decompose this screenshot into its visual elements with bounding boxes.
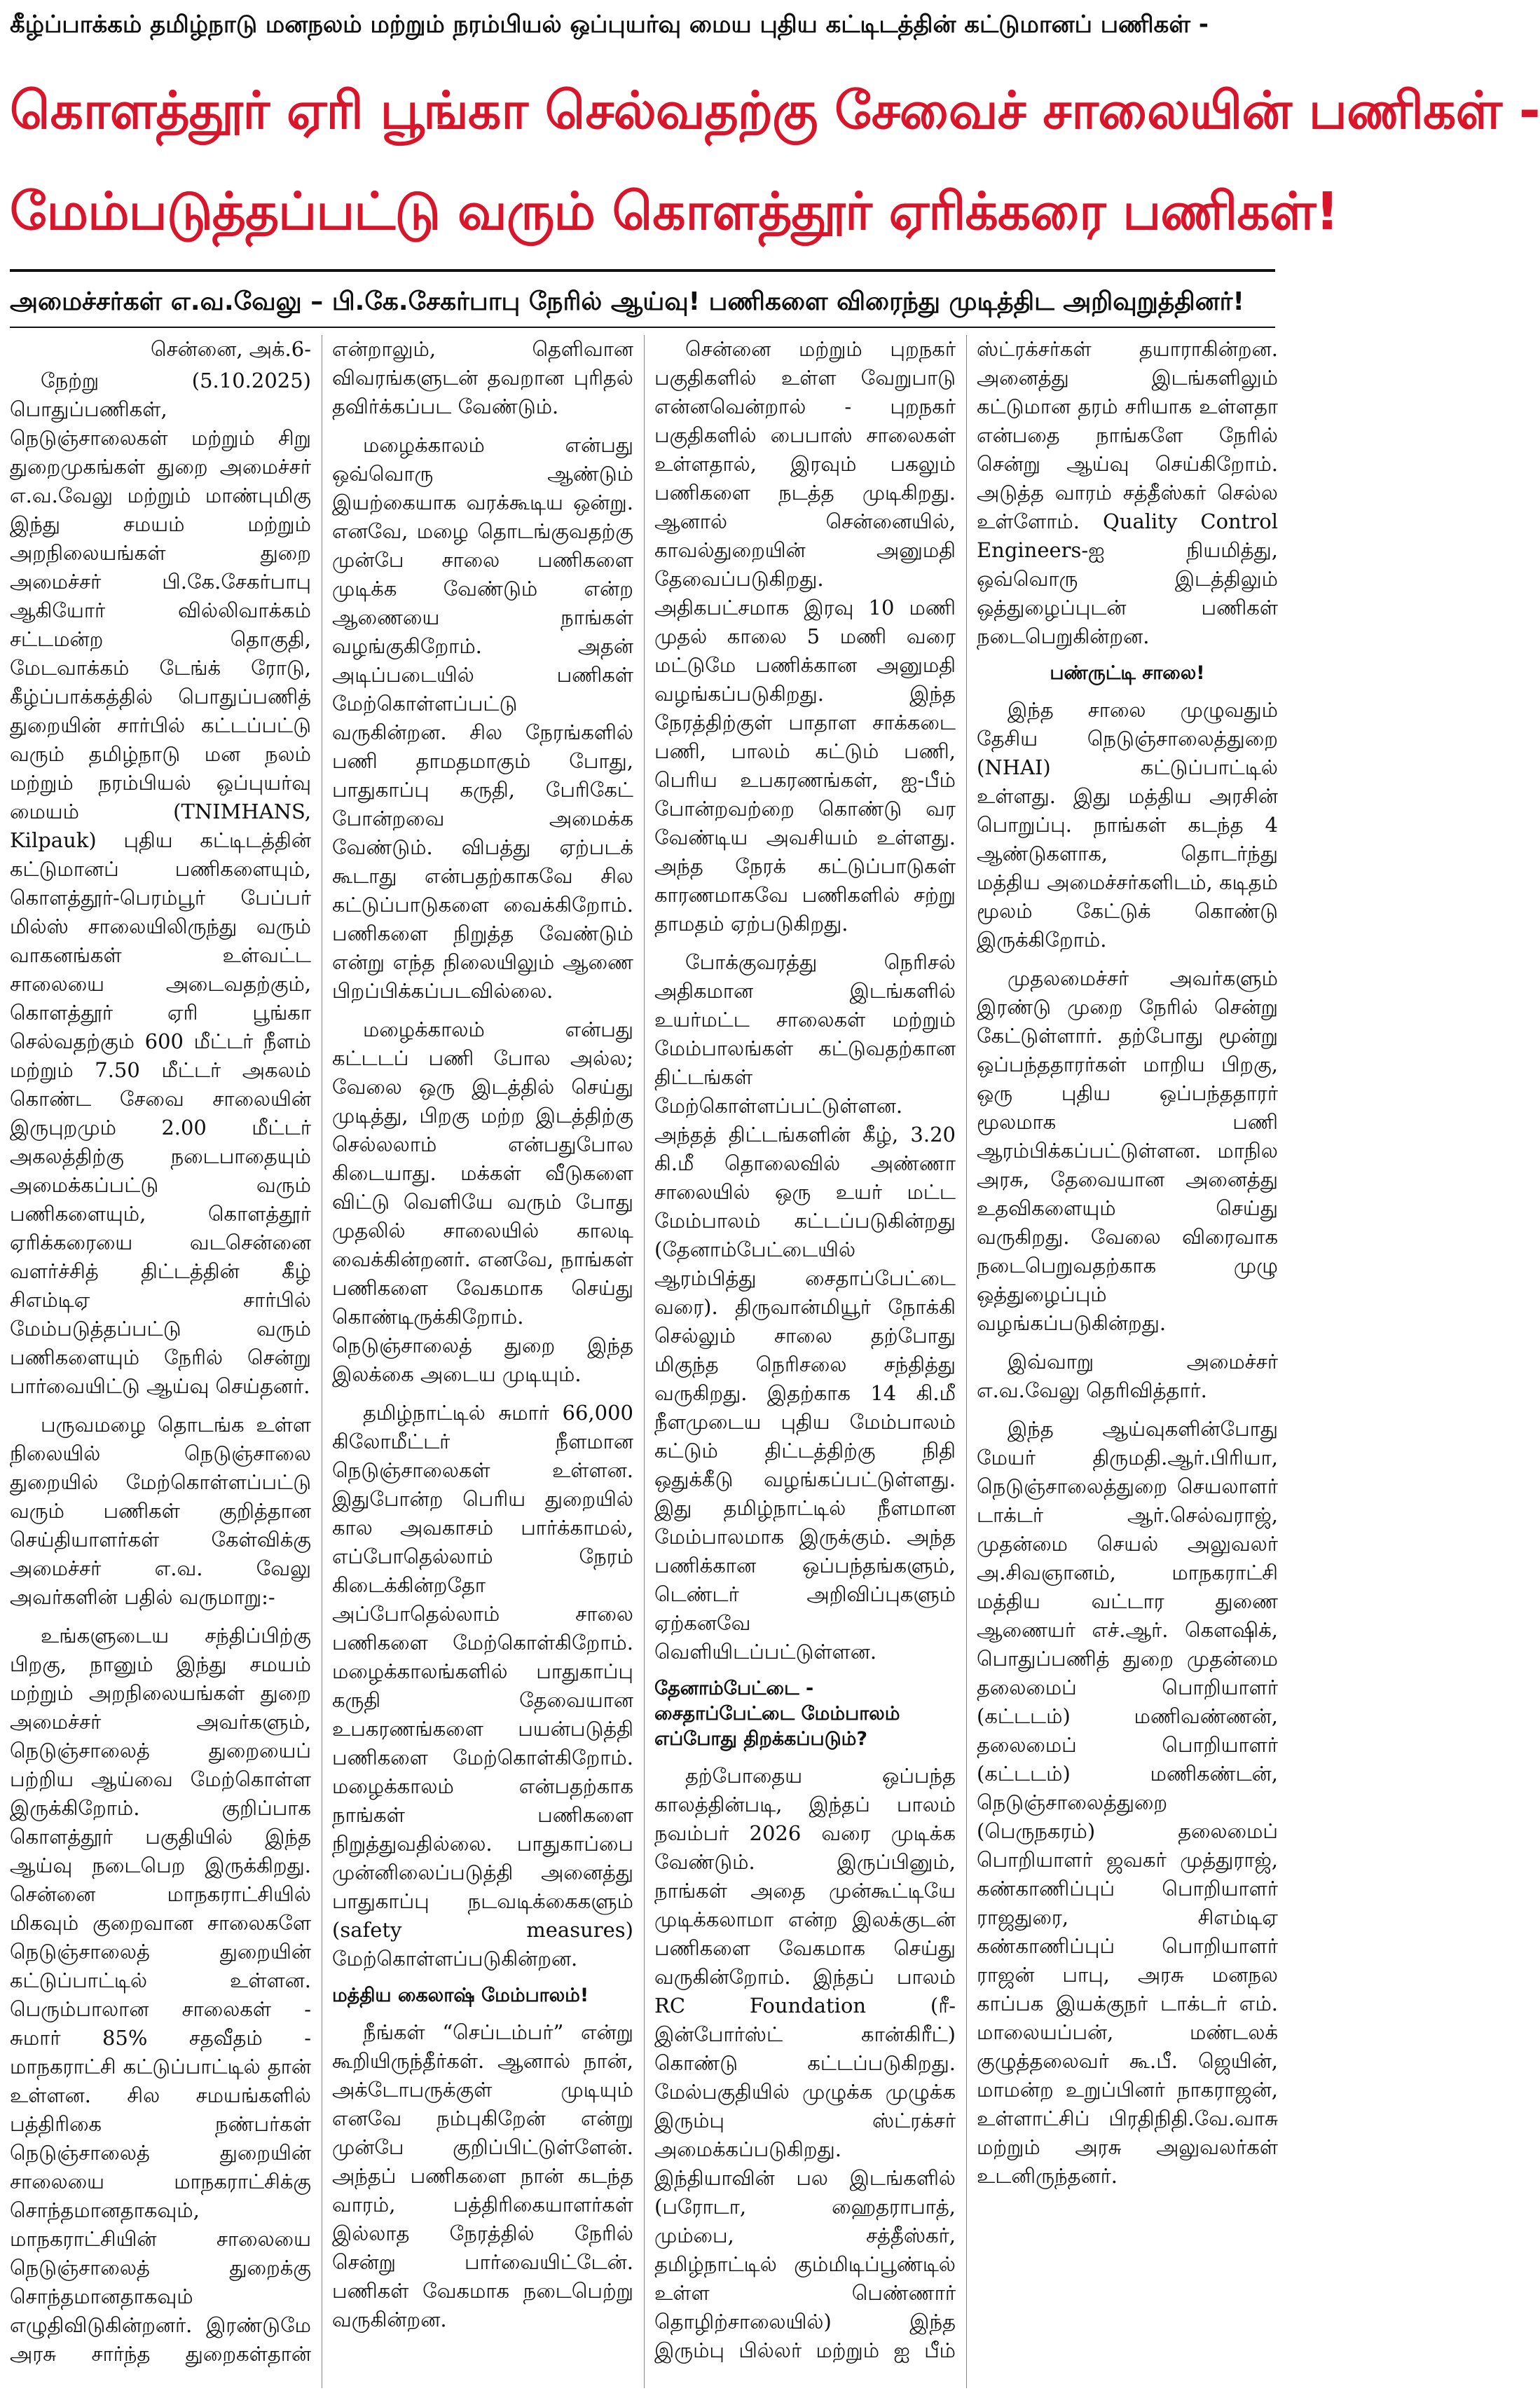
paragraph: தமிழ்நாட்டில் சுமார் 66,000 கிலோமீட்டர் நீளமான நெடுஞ்சாலைகள் உள்ளன. இதுபோன்ற பெரிய துறையில் கால அவகாசம் பார்க்காமல், எப்போதெல்லாம் நேரம் கிடைக்கின்றதோ அப்போதெல்லாம் சாலை பணிகளை மேற்கொள்கிறோம். மழைக்காலங்களில் பாதுகாப்பு கருதி தேவையான உபகரணங்களை பயன்படுத்தி பணிகளை மேற்கொள்கிறோம். மழைக்காலம் என்பதற்காக நாங்கள் பணிகளை நிறுத்துவதில்லை. பாதுகாப்பை முன்னிலைப்படுத்தி அனைத்து பாதுகாப்பு நடவடிக்கைகளும் (safety measures) மேற்கொள்ளப்படுகின்றன. xyxy=(332,1401,633,1971)
paragraph: போக்குவரத்து நெரிசல் அதிகமான இடங்களில் உயர்மட்ட சாலைகள் மற்றும் மேம்பாலங்கள் கட்டுவதற்கான திட்டங்கள் மேற்கொள்ளப்பட்டுள்ளன. அந்தத் திட்டங்களின் கீழ், 3.20 கி.மீ தொலைவில் அண்ணா சாலையில் ஒரு உயர் மட்ட மேம்பாலம் கட்டப்படுகின்றது (தேனாம்பேட்டையில் ஆரம்பித்து சைதாப்பேட்டை வரை). திருவான்மியூர் நோக்கி செல்லும் சாலை தற்போது மிகுந்த நெரிசலை சந்தித்து வருகிறது. இதற்காக 14 கி.மீ நீளமுடைய புதிய மேம்பாலம் கட்டும் திட்டத்திற்கு நிதி ஒதுக்கீடு வழங்கப்பட்டுள்ளது. இது தமிழ்நாட்டில் நீளமான மேம்பாலமாக இருக்கும். அந்த பணிக்கான ஒப்பந்தங்களும், டெண்டர் அறிவிப்புகளும் ஏற்கனவே வெளியிடப்பட்டுள்ளன. xyxy=(654,950,956,1664)
section-heading: தேனாம்பேட்டை - சைதாப்பேட்டை மேம்பாலம் எப்போது திறக்கப்படும்? xyxy=(654,1678,900,1750)
section-heading: மத்திய கைலாஷ் மேம்பாலம்! xyxy=(332,1985,589,2006)
paragraph: மழைக்காலம் என்பது ஒவ்வொரு ஆண்டும் இயற்கையாக வரக்கூடிய ஒன்று. எனவே, மழை தொடங்குவதற்கு முன்பே சாலை பணிகளை முடிக்க வேண்டும் என்ற ஆணையை நாங்கள் வழங்குகிறோம். அதன் அடிப்படையில் பணிகள் மேற்கொள்ளப்பட்டு வருகின்றன. சில நேரங்களில் பணி தாமதமாகும் போது, பாதுகாப்பு கருதி, பேரிகேட் போன்றவை அமைக்க வேண்டும். விபத்து ஏற்படக் கூடாது என்பதற்காகவே சில கட்டுப்பாடுகளை வைக்கிறோம். பணிகளை நிறுத்த வேண்டும் என்று எந்த நிலையிலும் ஆணை பிறப்பிக்கப்படவில்லை. xyxy=(332,433,633,1003)
headline-line-1: கொளத்தூர் ஏரி பூங்கா செல்வதற்கு சேவைச் சாலையின் பணிகள் - xyxy=(10,81,1540,141)
paragraph: தற்போதைய ஒப்பந்த காலத்தின்படி, இந்தப் பாலம் நவம்பர் 2026 வரை முடிக்க வேண்டும். இருப்பினும், நாங்கள் அதை முன்கூட்டியே முடிக்கலாமா என்ற இலக்குடன் பணிகளை வேகமாக செய்து வருகின்றோம். இந்தப் பாலம் RC Foundation (ரீ-இன்போர்ஸ்ட் கான்கிரீட்) கொண்டு கட்டப்படுகிறது. மேல்பகுதியில் முழுக்க முழுக்க இரும்பு ஸ்ட்ரக்சர் அமைக்கப்படுகிறது. இந்தியாவின் பல இடங்களில் (பரோடா, ஹைதராபாத், மும்பை, சத்தீஸ்கர், தமிழ்நாட்டில் கும்மிடிப்பூண்டில் உள்ள பெண்ணார் தொழிற்சாலையில்) இந்த இரும்பு பில்லர் மற்றும் ஐ பீம் ஸ்ட்ரக்சர்கள் தயாராகின்றன. அனைத்து இடங்களிலும் கட்டுமான தரம் சரியாக உள்ளதா என்பதை நாங்களே நேரில் சென்று ஆய்வு செய்கிறோம். அடுத்த வாரம் சத்தீஸ்கர் செல்ல உள்ளோம். Quality Control Engineers-ஐ நியமித்து, ஒவ்வொரு இடத்திலும் ஒத்துழைப்புடன் பணிகள் நடைபெறுகின்றன. xyxy=(654,337,1278,2362)
headline-rule xyxy=(10,269,1275,272)
paragraph: பருவமழை தொடங்க உள்ள நிலையில் நெடுஞ்சாலை துறையில் மேற்கொள்ளப்பட்டு வரும் பணிகள் குறித்தான செய்தியாளர்கள் கேள்விக்கு அமைச்சர் எ.வ. வேலு அவர்களின் பதில் வருமாறு:- xyxy=(10,1413,311,1609)
section-heading: பண்ருட்டி சாலை! xyxy=(1050,662,1205,684)
subheadline-rule xyxy=(10,327,1275,328)
paragraph: நேற்று (5.10.2025) பொதுப்பணிகள், நெடுஞ்சாலைகள் மற்றும் சிறு துறைமுகங்கள் துறை அமைச்சர் எ.வ.வேலு மற்றும் மாண்புமிகு இந்து சமயம் மற்றும் அறநிலையங்கள் துறை அமைச்சர் பி.கே.சேகர்பாபு ஆகியோர் வில்லிவாக்கம் சட்டமன்ற தொகுதி, மேடவாக்கம் டேங்க் ரோடு, கீழ்ப்பாக்கத்தில் பொதுப்பணித் துறையின் சார்பில் கட்டப்பட்டு வரும் தமிழ்நாடு மன நலம் மற்றும் நரம்பியல் ஒப்புயர்வு மையம் (TNIMHANS, Kilpauk) புதிய கட்டிடத்தின் கட்டுமானப் பணிகளையும், கொளத்தூர்-பெரம்பூர் பேப்பர் மில்ஸ் சாலையிலிருந்து வரும் வாகனங்கள் உள்வட்ட சாலையை அடைவதற்கும், கொளத்தூர் ஏரி பூங்கா செல்வதற்கும் 600 மீட்டர் நீளம் மற்றும் 7.50 மீட்டர் அகலம் கொண்ட சேவை சாலையின் இருபுறமும் 2.00 மீட்டர் அகலத்திற்கு நடைபாதையும் அமைக்கப்பட்டு வரும் பணிகளையும், கொளத்தூர் ஏரிக்கரையை வடசென்னை வளர்ச்சித் திட்டத்தின் கீழ் சிஎம்டிஏ சார்பில் மேம்படுத்தப்பட்டு வரும் பணிகளையும் நேரில் சென்று பார்வையிட்டு ஆய்வு செய்தனர். xyxy=(10,369,311,1398)
kicker-line: கீழ்ப்பாக்கம் தமிழ்நாடு மனநலம் மற்றும் நரம்பியல் ஒப்புயர்வு மைய புதிய கட்டிடத்தின் கட்டுமானப் பணிகள் - xyxy=(10,11,1209,39)
paragraph: இவ்வாறு அமைச்சர் எ.வ.வேலு தெரிவித்தார். xyxy=(977,1350,1278,1402)
paragraph: உங்களுடைய சந்திப்பிற்கு பிறகு, நானும் இந்து சமயம் மற்றும் அறநிலையங்கள் துறை அமைச்சர் அவர்களும், நெடுஞ்சாலைத் துறையைப் பற்றிய ஆய்வை மேற்கொள்ள இருக்கிறோம். குறிப்பாக கொளத்தூர் பகுதியில் இந்த ஆய்வு நடைபெற இருக்கிறது. சென்னை மாநகராட்சியில் மிகவும் குறைவான சாலைகளே நெடுஞ்சாலைத் துறையின் கட்டுப்பாட்டில் உள்ளன. பெரும்பாலான சாலைகள் - சுமார் 85% சதவீதம் - மாநகராட்சி கட்டுப்பாட்டில் தான் உள்ளன. சில சமயங்களில் பத்திரிகை நண்பர்கள் நெடுஞ்சாலைத் துறையின் சாலையை மாநகராட்சிக்கு சொந்தமானதாகவும், மாநகராட்சியின் சாலையை நெடுஞ்சாலைத் துறைக்கு சொந்தமானதாகவும் எழுதிவிடுகின்றனர். இரண்டுமே அரசு சார்ந்த துறைகள்தான் என்றாலும், தெளிவான விவரங்களுடன் தவறான புரிதல் தவிர்க்கப்பட வேண்டும். xyxy=(10,337,633,2366)
dateline: சென்னை, அக்.6- xyxy=(151,337,311,361)
paragraph: இந்த சாலை முழுவதும் தேசிய நெடுஞ்சாலைத்துறை (NHAI) கட்டுப்பாட்டில் உள்ளது. இது மத்திய அரசின் பொறுப்பு. நாங்கள் கடந்த 4 ஆண்டுகளாக, தொடர்ந்து மத்திய அமைச்சர்களிடம், கடிதம் மூலம் கேட்டுக் கொண்டு இருக்கிறோம். xyxy=(977,698,1278,952)
paragraph: மழைக்காலம் என்பது கட்டடப் பணி போல அல்ல; வேலை ஒரு இடத்தில் செய்து முடித்து, பிறகு மற்ற இடத்திற்கு செல்லலாம் என்பதுபோல கிடையாது. மக்கள் வீடுகளை விட்டு வெளியே வரும் போது முதலில் சாலையில் காலடி வைக்கின்றனர். எனவே, நாங்கள் பணிகளை வேகமாக செய்து கொண்டிருக்கிறோம். நெடுஞ்சாலைத் துறை இந்த இலக்கை அடைய முடியும். xyxy=(332,1018,633,1386)
article-body xyxy=(10,335,1278,2388)
paragraph: நீங்கள் “செப்டம்பர்” என்று கூறியிருந்தீர்கள். ஆனால் நான், அக்டோபருக்குள் முடியும் எனவே நம்புகிறேன் என்று முன்பே குறிப்பிட்டுள்ளேன். அந்தப் பணிகளை நான் கடந்த வாரம், பத்திரிகையாளர்கள் இல்லாத நேரத்தில் நேரில் சென்று பார்வையிட்டேன். பணிகள் வேகமாக நடைபெற்று வருகின்றன. xyxy=(332,2020,633,2331)
paragraph: இந்த ஆய்வுகளின்போது மேயர் திருமதி.ஆர்.பிரியா, நெடுஞ்சாலைத்துறை செயலாளர் டாக்டர் ஆர்.செல்வராஜ், முதன்மை செயல் அலுவலர் அ.சிவஞானம், மாநகராட்சி மத்திய வட்டார துணை ஆணையர் எச்.ஆர். கௌஷிக், பொதுப்பணித் துறை முதன்மை தலைமைப் பொறியாளர் (கட்டடம்) மணிவண்ணன், தலைமைப் பொறியாளர் (கட்டடம்) மணிகண்டன், நெடுஞ்சாலைத்துறை (பெருநகரம்) தலைமைப் பொறியாளர் ஜவகர் முத்துராஜ், கண்காணிப்புப் பொறியாளர் ராஜதுரை, சிஎம்டிஏ கண்காணிப்புப் பொறியாளர் ராஜன் பாபு, அரசு மனநல காப்பக இயக்குநர் டாக்டர் எம். மாலையப்பன், மண்டலக் குழுத்தலைவர் கூ.பீ. ஜெயின், மாமன்ற உறுப்பினர் நாகராஜன், உள்ளாட்சிப் பிரதிநிதி.வே.வாசு மற்றும் அரசு அலுவலர்கள் உடனிருந்தனர். xyxy=(977,1417,1278,2188)
paragraph: முதலமைச்சர் அவர்களும் இரண்டு முறை நேரில் சென்று கேட்டுள்ளார். தற்போது மூன்று ஒப்பந்ததாரர்கள் மாறிய பிறகு, ஒரு புதிய ஒப்பந்ததாரர் மூலமாக பணி ஆரம்பிக்கப்பட்டுள்ளன. மாநில அரசு, தேவையான அனைத்து உதவிகளையும் செய்து வருகிறது. வேலை விரைவாக நடைபெறுவதற்காக முழு ஒத்துழைப்பும் வழங்கப்படுகின்றது. xyxy=(977,966,1278,1335)
paragraph: சென்னை மற்றும் புறநகர் பகுதிகளில் உள்ள வேறுபாடு என்னவென்றால் - புறநகர் பகுதிகளில் பைபாஸ் சாலைகள் உள்ளதால், இரவும் பகலும் பணிகளை நடத்த முடிகிறது. ஆனால் சென்னையில், காவல்துறையின் அனுமதி தேவைப்படுகிறது. அதிகபட்சமாக இரவு 10 மணி முதல் காலை 5 மணி வரை மட்டுமே பணிக்கான அனுமதி வழங்கப்படுகிறது. இந்த நேரத்திற்குள் பாதாள சாக்கடை பணி, பாலம் கட்டும் பணி, பெரிய உபகரணங்கள், ஐ-பீம் போன்றவற்றை கொண்டு வர வேண்டிய அவசியம் உள்ளது. அந்த நேரக் கட்டுப்பாடுகள் காரணமாகவே பணிகளில் சற்று தாமதம் ஏற்படுகிறது. xyxy=(654,337,956,936)
subheadline: அமைச்சர்கள் எ.வ.வேலு – பி.கே.சேகர்பாபு நேரில் ஆய்வு! பணிகளை விரைந்து முடித்திட அறிவுறுத்தினர்! xyxy=(10,287,1244,316)
headline-line-2: மேம்படுத்தப்பட்டு வரும் கொளத்தூர் ஏரிக்கரை பணிகள்! xyxy=(10,181,1339,242)
